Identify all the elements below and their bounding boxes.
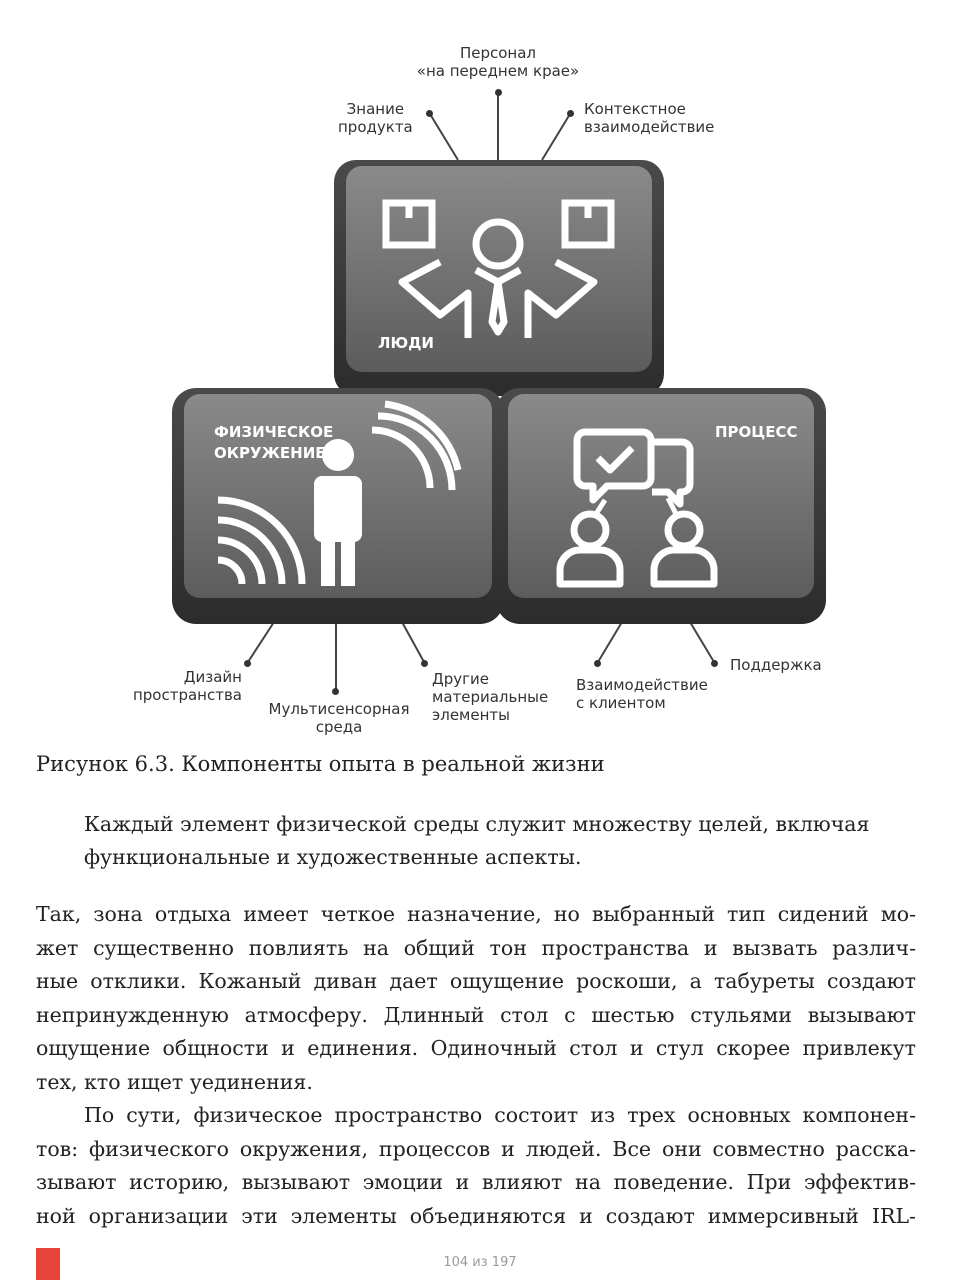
paragraph-line: тов: физического окружения, процессов и людей. Все они совместно расска-: [36, 1136, 916, 1161]
label-product-knowledge: Знание продукта: [338, 100, 413, 136]
label-space-design: Дизайн пространства: [132, 668, 242, 704]
connector-dot: [332, 688, 339, 695]
label-multisensory: Мультисенсорная среда: [268, 700, 410, 736]
paragraph-line: жет существенно повлиять на общий тон пространства и вызвать различ-: [36, 935, 916, 960]
body-text: [36, 898, 916, 1233]
people-label: ЛЮДИ: [378, 334, 434, 352]
connector-dot: [421, 660, 428, 667]
connector-dot: [711, 660, 718, 667]
paragraph-line: По сути, физическое пространство состоит из трех основных компонен-: [84, 1103, 916, 1127]
connector-dot: [426, 110, 433, 117]
label-customer-interaction: Взаимодействие с клиентом: [576, 676, 708, 712]
paragraph-line: непринужденную атмосферу. Длинный стол с шестью стульями вызывают: [36, 1002, 916, 1027]
paragraph-line: ощущение общности и единения. Одиночный стол и стул скорее привлекут: [36, 1036, 916, 1060]
physical-label-line1: ФИЗИЧЕСКОЕ: [214, 423, 334, 441]
page-indicator: 104 из 197: [443, 1255, 517, 1270]
paragraph-line: Так, зона отдыха имеет четкое назначение, но выбранный тип сидений мо-: [36, 902, 916, 926]
quote-paragraph: Каждый элемент физической среды служит множеству целей, включая функциональные и художественные аспекты.: [84, 812, 870, 869]
label-support: Поддержка: [730, 656, 822, 674]
connector-dot: [594, 660, 601, 667]
paragraph-line: ные отклики. Кожаный диван дает ощущение роскоши, а табуреты создают: [36, 969, 916, 993]
connector-dot: [244, 660, 251, 667]
people-key: [334, 160, 664, 396]
figure-caption: Рисунок 6.3. Компоненты опыта в реальной жизни: [36, 752, 605, 776]
physical-label-line2: ОКРУЖЕНИЕ: [214, 444, 326, 462]
label-frontline-staff: Персонал «на переднем крае»: [416, 44, 580, 80]
connector-dot: [567, 110, 574, 117]
label-contextual-interaction: Контекстное взаимодействие: [584, 100, 715, 136]
process-label: ПРОЦЕСС: [715, 423, 798, 441]
paragraph-line: ной организации эти элементы объединяются и создают иммерсивный IRL-: [36, 1203, 916, 1228]
label-other-material: Другие материальные элементы: [432, 670, 549, 724]
paragraph-line: зывают историю, вызывают эмоции и влияют на поведение. При эффектив-: [36, 1170, 916, 1194]
paragraph-line: тех, кто ищет уединения.: [36, 1069, 313, 1094]
connector-dot: [495, 89, 502, 96]
